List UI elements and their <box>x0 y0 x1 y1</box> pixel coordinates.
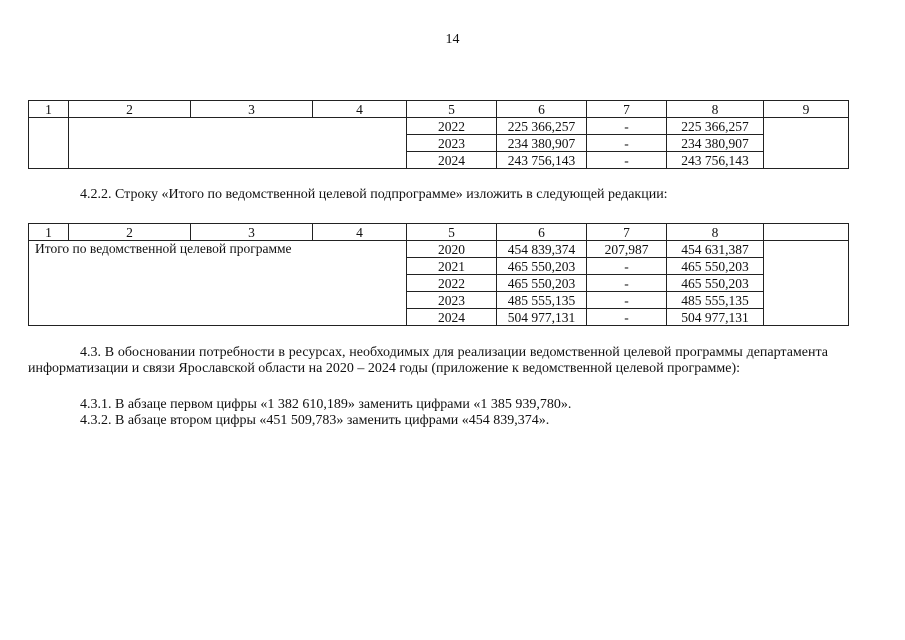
amount-cell: 234 380,907 <box>667 135 764 152</box>
amount-cell: 485 555,135 <box>667 292 764 309</box>
table-header-row <box>29 101 849 118</box>
table-continuation <box>28 100 849 169</box>
header-cell: 8 <box>667 101 764 118</box>
table-row <box>29 241 849 258</box>
table-header-row <box>29 224 849 241</box>
amount-cell: 504 977,131 <box>667 309 764 326</box>
amount-cell: - <box>587 292 667 309</box>
amount-cell: 454 631,387 <box>667 241 764 258</box>
amount-cell: 465 550,203 <box>497 275 587 292</box>
paragraph-4-3-1: 4.3.1. В абзаце первом цифры «1 382 610,189» заменить цифрами «1 385 939,780». <box>80 397 572 412</box>
year-cell: 2020 <box>407 241 497 258</box>
table-total <box>28 223 849 326</box>
amount-cell: 465 550,203 <box>667 275 764 292</box>
amount-cell: 225 366,257 <box>497 118 587 135</box>
amount-cell: 207,987 <box>587 241 667 258</box>
header-cell: 1 <box>29 101 69 118</box>
amount-cell: 234 380,907 <box>497 135 587 152</box>
header-cell: 7 <box>587 224 667 241</box>
header-cell: 3 <box>191 101 313 118</box>
header-cell: 4 <box>313 224 407 241</box>
header-cell: 6 <box>497 224 587 241</box>
header-cell: 8 <box>667 224 764 241</box>
header-cell: 9 <box>764 101 849 118</box>
header-cell: 6 <box>497 101 587 118</box>
paragraph-4-2-2: 4.2.2. Строку «Итого по ведомственной целевой подпрограмме» изложить в следующей редакции: <box>80 187 668 202</box>
amount-cell: 485 555,135 <box>497 292 587 309</box>
amount-cell: - <box>587 275 667 292</box>
paragraph-4-3: 4.3. В обосновании потребности в ресурсах, необходимых для реализации ведомственной целевой программы департамента информатизации и связи Ярославской области на 2020 – 2024 годы (приложение к ведомственной целевой программе): <box>28 345 828 376</box>
year-cell: 2021 <box>407 258 497 275</box>
header-cell: 2 <box>69 101 191 118</box>
year-cell: 2024 <box>407 309 497 326</box>
page-number: 14 <box>445 32 460 47</box>
header-cell: 5 <box>407 101 497 118</box>
empty-cell <box>764 241 849 326</box>
header-cell: 3 <box>191 224 313 241</box>
amount-cell: 454 839,374 <box>497 241 587 258</box>
header-cell <box>764 224 849 241</box>
empty-cell <box>29 118 69 169</box>
empty-cell <box>764 118 849 169</box>
year-cell: 2023 <box>407 292 497 309</box>
header-cell: 1 <box>29 224 69 241</box>
amount-cell: 225 366,257 <box>667 118 764 135</box>
amount-cell: 243 756,143 <box>667 152 764 169</box>
amount-cell: - <box>587 152 667 169</box>
total-label-cell: Итого по ведомственной целевой программе <box>29 241 407 326</box>
amount-cell: 465 550,203 <box>497 258 587 275</box>
paragraph-4-3-2: 4.3.2. В абзаце втором цифры «451 509,783» заменить цифрами «454 839,374». <box>80 413 550 428</box>
header-cell: 2 <box>69 224 191 241</box>
year-cell: 2023 <box>407 135 497 152</box>
amount-cell: - <box>587 135 667 152</box>
amount-cell: - <box>587 118 667 135</box>
year-cell: 2024 <box>407 152 497 169</box>
year-cell: 2022 <box>407 275 497 292</box>
amount-cell: - <box>587 258 667 275</box>
table-row <box>29 118 849 135</box>
amount-cell: - <box>587 309 667 326</box>
amount-cell: 504 977,131 <box>497 309 587 326</box>
year-cell: 2022 <box>407 118 497 135</box>
header-cell: 4 <box>313 101 407 118</box>
amount-cell: 243 756,143 <box>497 152 587 169</box>
empty-cell <box>69 118 407 169</box>
header-cell: 7 <box>587 101 667 118</box>
header-cell: 5 <box>407 224 497 241</box>
amount-cell: 465 550,203 <box>667 258 764 275</box>
